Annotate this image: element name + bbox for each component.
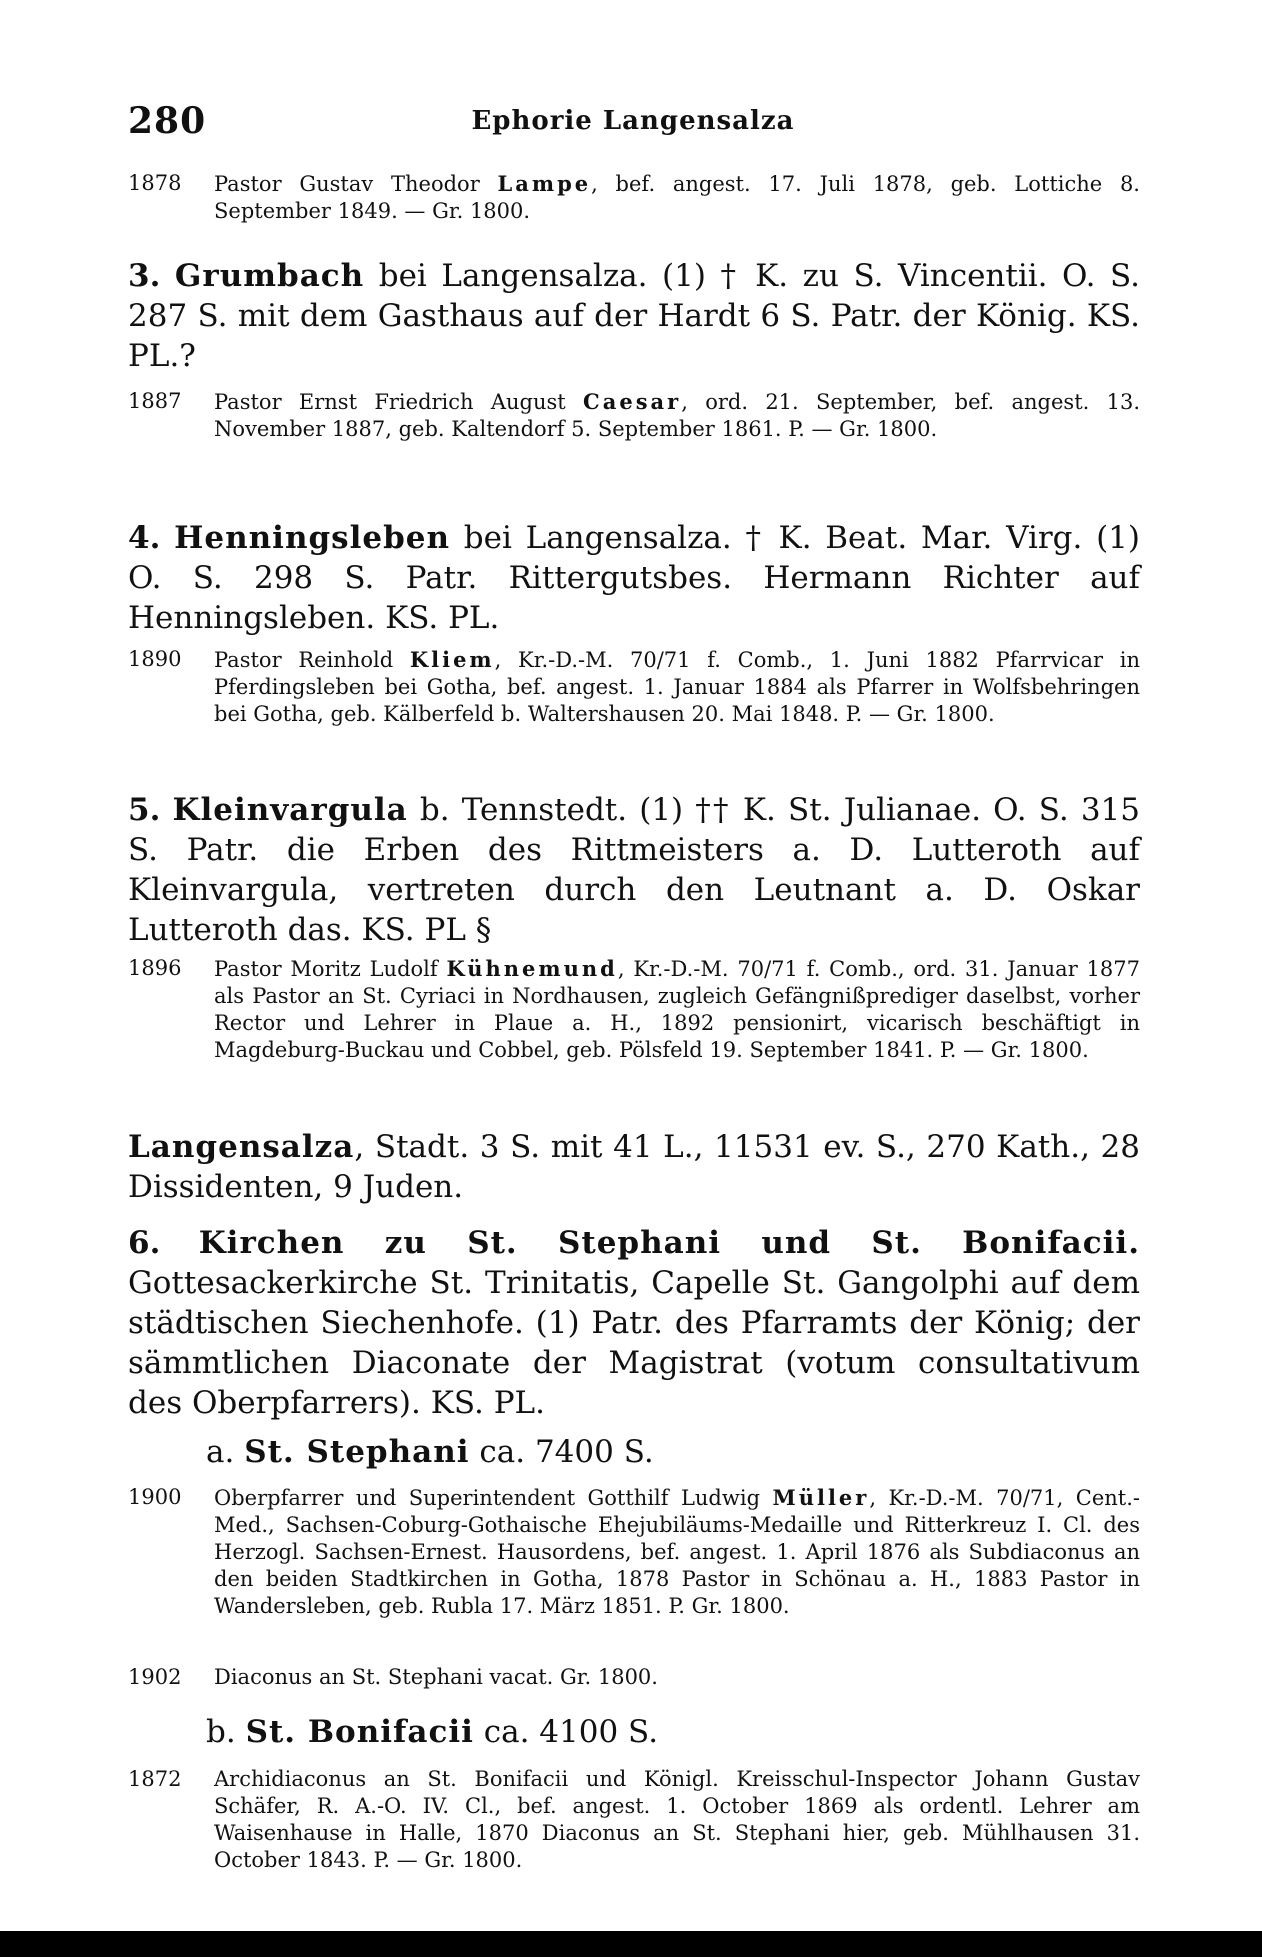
subsection-st-stephani xyxy=(128,1432,1218,1472)
parish-number: 6. xyxy=(128,1225,161,1261)
subsection-name: St. Bonifacii xyxy=(245,1714,474,1750)
pastor-entry xyxy=(128,170,1140,225)
entry-text: Archidiaconus an St. Bonifacii und Königl. Kreisschul-Inspector Johann Gustav Schäfer, R. A.-O. IV. Cl., bef. angest. 1. October 1869 als ordentl. Lehrer am Waisenhause in Halle, 1870 Diaconus an St. Stephani hier, geb. Mühlhausen 31. October 1843. P. — Gr. 1800. xyxy=(214,1767,1140,1872)
entry-year: 1890 xyxy=(128,647,182,671)
entry-year: 1872 xyxy=(128,1767,182,1791)
page-header xyxy=(128,100,1138,150)
pastor-entry xyxy=(128,646,1140,728)
entry-year: 1896 xyxy=(128,956,182,980)
subsection-letter: b. xyxy=(206,1714,236,1750)
subsection-details: ca. 7400 S. xyxy=(469,1434,654,1470)
parish-entry-grumbach xyxy=(128,256,1140,376)
parish-entry-henningsleben xyxy=(128,518,1140,638)
pastor-name: Caesar xyxy=(583,389,682,414)
parish-entry-kleinvargula xyxy=(128,790,1140,950)
running-head: Ephorie Langensalza xyxy=(471,106,795,136)
parish-number: 5. xyxy=(128,792,161,828)
parish-name: Henningsleben xyxy=(174,520,451,556)
parish-details: b. Tennstedt. (1) †† K. St. Julianae. O. S. 315 S. Patr. die Erben des Rittmeisters a. D. Lutteroth auf Kleinvargula, vertreten durch den Leutnant a. D. Oskar Lutteroth das. KS. PL § xyxy=(128,792,1140,948)
parish-number: 3. xyxy=(128,258,161,294)
parish-entry-kirchen xyxy=(128,1223,1140,1423)
scan-bottom-border xyxy=(0,1931,1262,1957)
parish-number: 4. xyxy=(128,520,161,556)
pastor-entry xyxy=(128,1664,1140,1691)
pastor-entry xyxy=(128,955,1140,1064)
pastor-name: Müller xyxy=(772,1485,870,1510)
parish-details: bei Langensalza. † K. Beat. Mar. Virg. (1) O. S. 298 S. Patr. Rittergutsbes. Hermann Richter auf Henningsleben. KS. PL. xyxy=(128,520,1140,636)
parish-details: Gottesackerkirche St. Trinitatis, Capelle St. Gangolphi auf dem städtischen Siechenhofe. (1) Patr. des Pfarramts der König; der sämmtlichen Diaconate der Magistrat (votum consultativum des Oberpfarrers). KS. PL. xyxy=(128,1265,1140,1421)
subsection-st-bonifacii xyxy=(128,1712,1218,1752)
subsection-name: St. Stephani xyxy=(244,1434,470,1470)
entry-text: Pastor Reinhold Kliem, Kr.-D.-M. 70/71 f. Comb., 1. Juni 1882 Pfarrvicar in Pferdingsleben bei Gotha, bef. angest. 1. Januar 1884 als Pfarrer in Wolfsbehringen bei Gotha, geb. Kälberfeld b. Waltershausen 20. Mai 1848. P. — Gr. 1800. xyxy=(214,647,1140,726)
town-name: Langensalza xyxy=(128,1129,355,1165)
pastor-entry xyxy=(128,1766,1140,1874)
entry-year: 1887 xyxy=(128,389,182,413)
town-entry-langensalza xyxy=(128,1127,1140,1207)
town-details: , Stadt. 3 S. mit 41 L., 11531 ev. S., 270 Kath., 28 Dissidenten, 9 Juden. xyxy=(128,1129,1140,1205)
parish-name: Grumbach xyxy=(174,258,365,294)
pastor-entry xyxy=(128,388,1140,443)
pastor-name: Kühnemund xyxy=(446,956,618,981)
parish-details: bei Langensalza. (1) † K. zu S. Vincentii. O. S. 287 S. mit dem Gasthaus auf der Hardt 6 S. Patr. der König. KS. PL.? xyxy=(128,258,1140,374)
subsection-letter: a. xyxy=(206,1434,235,1470)
entry-text: Pastor Moritz Ludolf Kühnemund, Kr.-D.-M. 70/71 f. Comb., ord. 31. Januar 1877 als Pastor an St. Cyriaci in Nordhausen, zugleich Gefängnißprediger daselbst, vorher Rector und Lehrer in Plaue a. H., 1892 pensionirt, vicarisch beschäftigt in Magdeburg-Buckau und Cobbel, geb. Pölsfeld 19. September 1841. P. — Gr. 1800. xyxy=(214,956,1140,1062)
entry-year: 1878 xyxy=(128,171,182,195)
entry-text: Oberpfarrer und Superintendent Gotthilf Ludwig Müller, Kr.-D.-M. 70/71, Cent.-Med., Sachsen-Coburg-Gothaische Ehejubiläums-Medaille und Ritterkreuz I. Cl. des Herzogl. Sachsen-Ernest. Hausordens, bef. angest. 1. April 1876 als Subdiaconus an den beiden Stadtkirchen in Gotha, 1878 Pastor in Schönau a. H., 1883 Pastor in Wandersleben, geb. Rubla 17. März 1851. P. Gr. 1800. xyxy=(214,1485,1140,1618)
entry-year: 1902 xyxy=(128,1665,182,1689)
page-number: 280 xyxy=(128,100,207,142)
pastor-name: Kliem xyxy=(409,647,495,672)
parish-name: Kirchen zu St. Stephani und St. Bonifacii. xyxy=(198,1225,1140,1261)
entry-text: Pastor Gustav Theodor Lampe, bef. angest. 17. Juli 1878, geb. Lottiche 8. September 1849. — Gr. 1800. xyxy=(214,171,1140,223)
pastor-entry xyxy=(128,1484,1140,1620)
parish-name: Kleinvargula xyxy=(172,792,408,828)
entry-text: Diaconus an St. Stephani vacat. Gr. 1800. xyxy=(214,1665,658,1689)
pastor-name: Lampe xyxy=(497,171,592,196)
subsection-details: ca. 4100 S. xyxy=(473,1714,659,1750)
entry-year: 1900 xyxy=(128,1485,182,1509)
entry-text: Pastor Ernst Friedrich August Caesar, ord. 21. September, bef. angest. 13. November 1887, geb. Kaltendorf 5. September 1861. P. — Gr. 1800. xyxy=(214,389,1141,441)
